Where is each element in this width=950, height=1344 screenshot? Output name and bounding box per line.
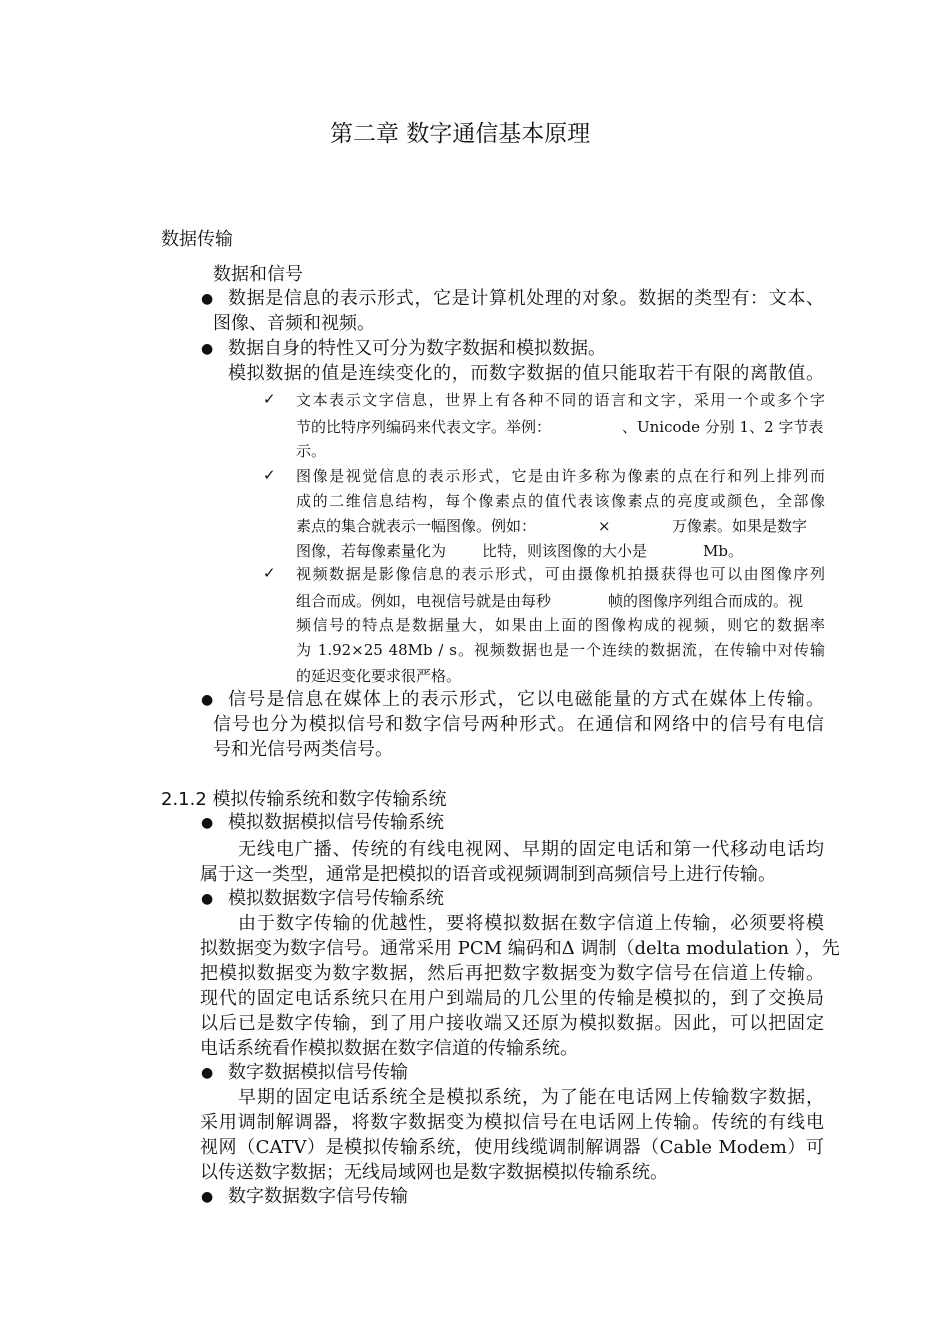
paragraph-line: 号和光信号两类信号。 — [213, 739, 393, 760]
paragraph-line: 视频数据是影像信息的表示形式，可由摄像机拍摄获得也可以由图像序列 — [296, 565, 825, 583]
list-item: 数字数据数字信号传输 — [228, 1186, 408, 1207]
bullet-icon: ● — [201, 341, 214, 357]
bullet-icon: ● — [201, 1065, 214, 1081]
bullet-icon: ● — [201, 1189, 214, 1205]
paragraph-line: 帧的图像序列组合而成的。视 — [608, 592, 804, 610]
page-title: 第二章 数字通信基本原理 — [330, 121, 591, 147]
paragraph-line: 现代的固定电话系统只在用户到端局的几公里的传输是模拟的，到了交换局 — [200, 988, 824, 1009]
paragraph-line: 、Unicode 分别 1、2 字节表 — [622, 418, 824, 436]
paragraph-line: 视网（CATV）是模拟传输系统，使用线缆调制解调器（Cable Modem）可 — [200, 1137, 824, 1158]
list-item: 模拟数据模拟信号传输系统 — [228, 812, 444, 833]
list-item: 数字数据模拟信号传输 — [228, 1062, 408, 1083]
check-icon: ✓ — [263, 466, 276, 484]
list-item: 模拟数据数字信号传输系统 — [228, 888, 444, 909]
paragraph-line: 数据是信息的表示形式，它是计算机处理的对象。数据的类型有：文本、 — [228, 288, 824, 309]
paragraph-line: 无线电广播、传统的有线电视网、早期的固定电话和第一代移动电话均 — [238, 839, 824, 860]
check-icon: ✓ — [263, 564, 276, 582]
bullet-icon: ● — [201, 692, 214, 708]
paragraph-line: 组合而成。例如，电视信号就是由每秒 — [296, 592, 552, 610]
section-heading: 数据传输 — [161, 229, 233, 250]
paragraph-line: 素点的集合就表示一幅图像。例如： — [296, 517, 537, 535]
section-heading: 2.1.2 模拟传输系统和数字传输系统 — [161, 789, 447, 810]
paragraph-line: 由于数字传输的优越性，要将模拟数据在数字信道上传输，必须要将模 — [238, 913, 824, 934]
paragraph-line: 成的二维信息结构，每个像素点的值代表该像素点的亮度或颜色，全部像 — [296, 492, 825, 510]
bullet-icon: ● — [201, 291, 214, 307]
paragraph-line: Mb。 — [703, 542, 743, 560]
paragraph-line: 比特，则该图像的大小是 — [482, 542, 648, 560]
bullet-icon: ● — [201, 815, 214, 831]
paragraph-line: 万像素。如果是数字 — [672, 517, 808, 535]
paragraph-line: 示。 — [296, 442, 327, 460]
paragraph-line: 电话系统看作模拟数据在数字信道的传输系统。 — [200, 1038, 578, 1059]
paragraph-line: 图像、音频和视频。 — [213, 313, 375, 334]
paragraph-line: 为 1.92×25 48Mb / s。视频数据也是一个连续的数据流，在传输中对传输 — [296, 641, 825, 659]
paragraph-line: 节的比特序列编码来代表文字。举例： — [296, 418, 552, 436]
paragraph-line: 文本表示文字信息，世界上有各种不同的语言和文字，采用一个或多个字 — [296, 391, 825, 409]
check-icon: ✓ — [263, 390, 276, 408]
paragraph-line: 信号也分为模拟信号和数字信号两种形式。在通信和网络中的信号有电信 — [213, 714, 824, 735]
paragraph-line: 模拟数据的值是连续变化的，而数字数据的值只能取若干有限的离散值。 — [228, 363, 824, 384]
paragraph-line: 以传送数字数据；无线局域网也是数字数据模拟传输系统。 — [200, 1162, 668, 1183]
paragraph-line: 频信号的特点是数据量大，如果由上面的图像构成的视频，则它的数据率 — [296, 616, 825, 634]
paragraph-line: 拟数据变为数字信号。通常采用 PCM 编码和Δ 调制（delta modulation ），先 — [200, 938, 840, 959]
paragraph-line: 图像是视觉信息的表示形式，它是由许多称为像素的点在行和列上排列而 — [296, 467, 825, 485]
paragraph-line: 早期的固定电话系统全是模拟系统，为了能在电话网上传输数字数据， — [238, 1087, 824, 1108]
bullet-icon: ● — [201, 891, 214, 907]
paragraph-line: 采用调制解调器，将数字数据变为模拟信号在电话网上传输。传统的有线电 — [200, 1112, 824, 1133]
subsection-heading: 数据和信号 — [213, 264, 303, 285]
paragraph-line: 信号是信息在媒体上的表示形式，它以电磁能量的方式在媒体上传输。 — [228, 689, 824, 710]
paragraph-line: 的延迟变化要求很严格。 — [296, 667, 462, 685]
paragraph-line: 以后已是数字传输，到了用户接收端又还原为模拟数据。因此，可以把固定 — [200, 1013, 824, 1034]
paragraph-line: 把模拟数据变为数字数据，然后再把数字数据变为数字信号在信道上传输。 — [200, 963, 824, 984]
paragraph-line: 属于这一类型，通常是把模拟的语音或视频调制到高频信号上进行传输。 — [200, 864, 776, 885]
paragraph-line: 图像，若每像素量化为 — [296, 542, 447, 560]
paragraph-line: × — [598, 517, 611, 535]
paragraph-line: 数据自身的特性又可分为数字数据和模拟数据。 — [228, 338, 606, 359]
